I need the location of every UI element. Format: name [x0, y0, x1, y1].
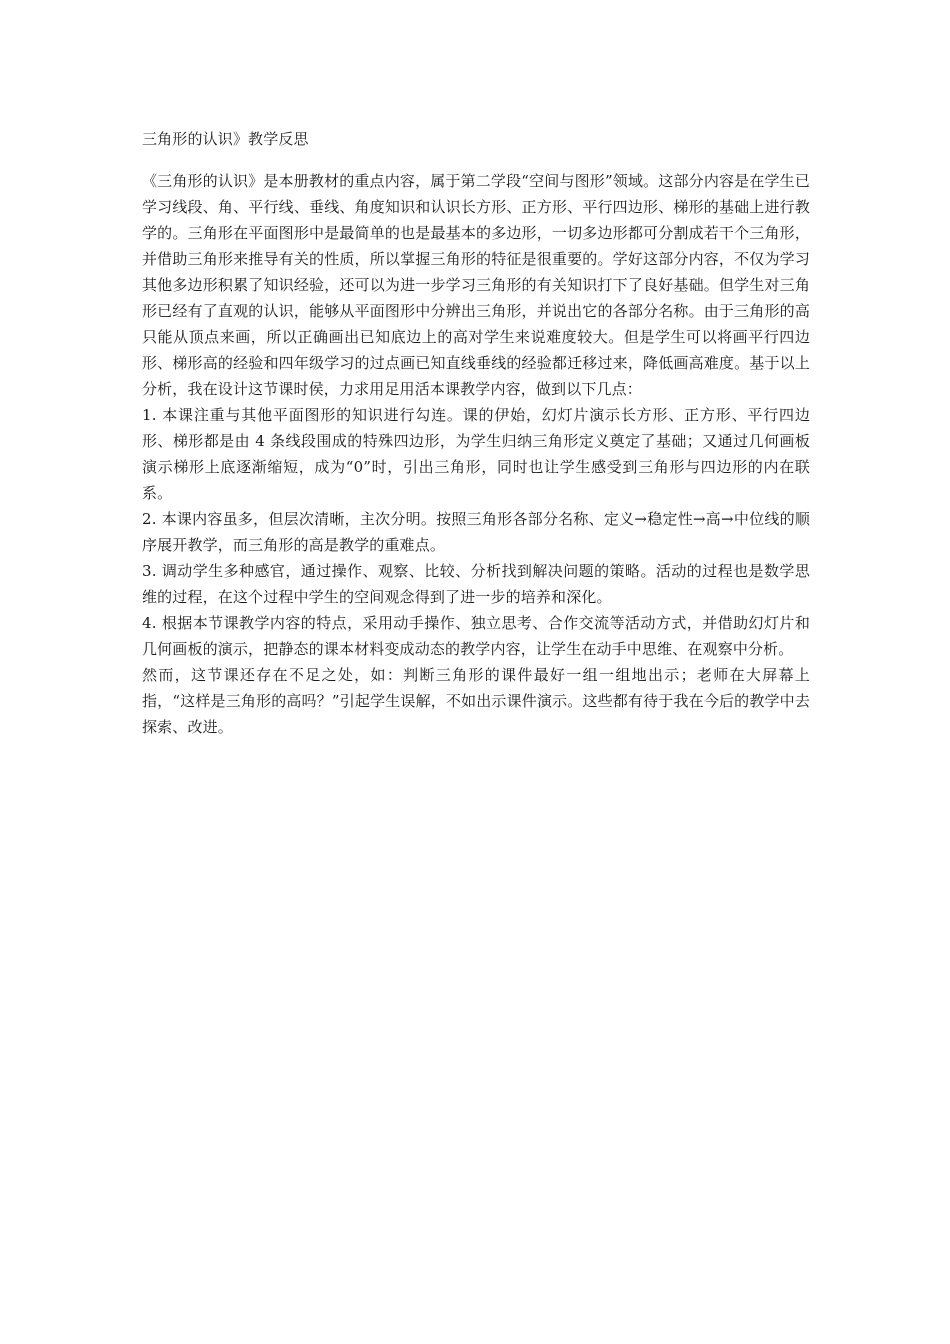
point-4-paragraph: 4. 根据本节课教学内容的特点，采用动手操作、独立思考、合作交流等活动方式，并借助幻灯片和几何画板的演示，把静态的课本材料变成动态的教学内容，让学生在动手中思维、在观察中分析。 — [142, 614, 810, 658]
point-2-paragraph: 2. 本课内容虽多，但层次清晰，主次分明。按照三角形各部分名称、定义→稳定性→高→中位线的顺序展开教学，而三角形的高是教学的重难点。 — [142, 510, 810, 554]
point-1-paragraph: 1. 本课注重与其他平面图形的知识进行勾连。课的伊始，幻灯片演示长方形、正方形、平行四边形、梯形都是由 4 条线段围成的特殊四边形，为学生归纳三角形定义奠定了基础；又通过几何画板演示梯形上底逐渐缩短，成为“0”时，引出三角形，同时也让学生感受到三角形与四边形的内在联系。 — [142, 406, 810, 502]
conclusion-paragraph: 然而，这节课还存在不足之处，如：判断三角形的课件最好一组一组地出示；老师在大屏幕上指，“这样是三角形的高吗？”引起学生误解，不如出示课件演示。这些都有待于我在今后的教学中去探索、改进。 — [142, 666, 810, 736]
document-body — [142, 126, 810, 740]
document-title: 三角形的认识》教学反思 — [142, 130, 309, 148]
intro-paragraph: 《三角形的认识》是本册教材的重点内容，属于第二学段“空间与图形”领域。这部分内容是在学生已学习线段、角、平行线、垂线、角度知识和认识长方形、正方形、平行四边形、梯形的基础上进行教学的。三角形在平面图形中是最简单的也是最基本的多边形，一切多边形都可分割成若干个三角形，并借助三角形来推导有关的性质，所以掌握三角形的特征是很重要的。学好这部分内容，不仅为学习其他多边形积累了知识经验，还可以为进一步学习三角形的有关知识打下了良好基础。但学生对三角形已经有了直观的认识，能够从平面图形中分辨出三角形，并说出它的各部分名称。由于三角形的高只能从顶点来画，所以正确画出已知底边上的高对学生来说难度较大。但是学生可以将画平行四边形、梯形高的经验和四年级学习的过点画已知直线垂线的经验都迁移过来，降低画高难度。基于以上分析，我在设计这节课时侯，力求用足用活本课教学内容，做到以下几点： — [142, 172, 810, 398]
point-3-paragraph: 3. 调动学生多种感官，通过操作、观察、比较、分析找到解决问题的策略。活动的过程也是数学思维的过程，在这个过程中学生的空间观念得到了进一步的培养和深化。 — [142, 562, 810, 606]
